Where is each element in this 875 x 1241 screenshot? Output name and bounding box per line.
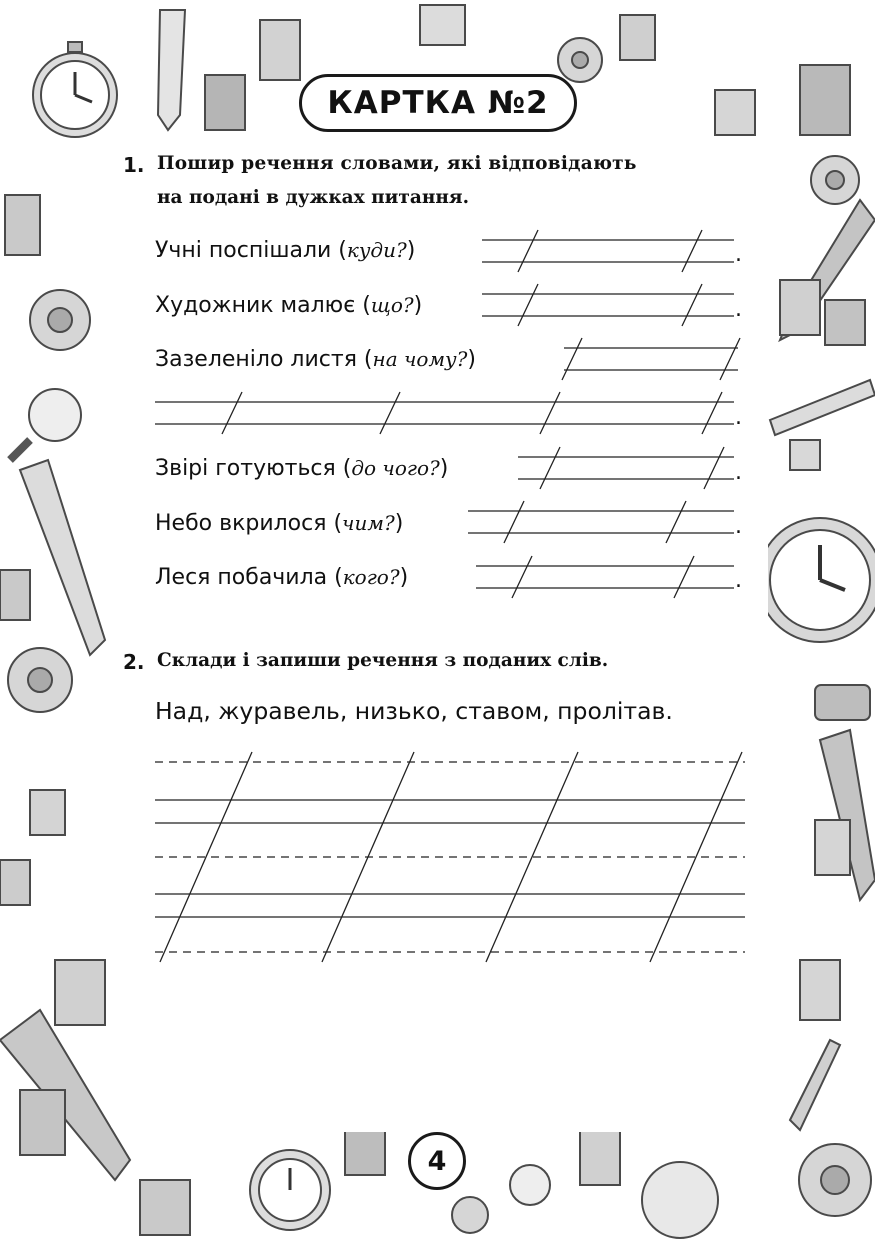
page-number: 4 xyxy=(408,1132,466,1190)
line-end-period: . xyxy=(735,460,742,485)
line-end-period: . xyxy=(735,514,742,539)
card-title: КАРТКА №2 xyxy=(299,74,577,132)
sentence-6: Леся побачила (кого?) xyxy=(155,565,409,590)
line-end-period: . xyxy=(735,568,742,593)
task-1-number: 1. xyxy=(123,153,145,177)
sentence-1: Учні поспішали (куди?) xyxy=(155,238,416,263)
line-end-period: . xyxy=(735,242,742,267)
task-2-words: Над, журавель, низько, ставом, пролітав. xyxy=(155,697,673,725)
task-2-number: 2. xyxy=(123,650,145,674)
sentence-2: Художник малює (що?) xyxy=(155,293,423,318)
task-1-heading-line-1: Пошир речення словами, які відповідають xyxy=(157,153,637,174)
sentence-3: Зазеленіло листя (на чому?) xyxy=(155,347,476,372)
task-1-heading-line-2: на подані в дужках питання. xyxy=(157,187,470,208)
sentence-4: Звірі готуються (до чого?) xyxy=(155,456,449,481)
line-end-period: . xyxy=(735,405,742,430)
sentence-5: Небо вкрилося (чим?) xyxy=(155,511,404,536)
task-2-heading: Склади і запиши речення з поданих слів. xyxy=(157,650,609,671)
line-end-period: . xyxy=(735,297,742,322)
